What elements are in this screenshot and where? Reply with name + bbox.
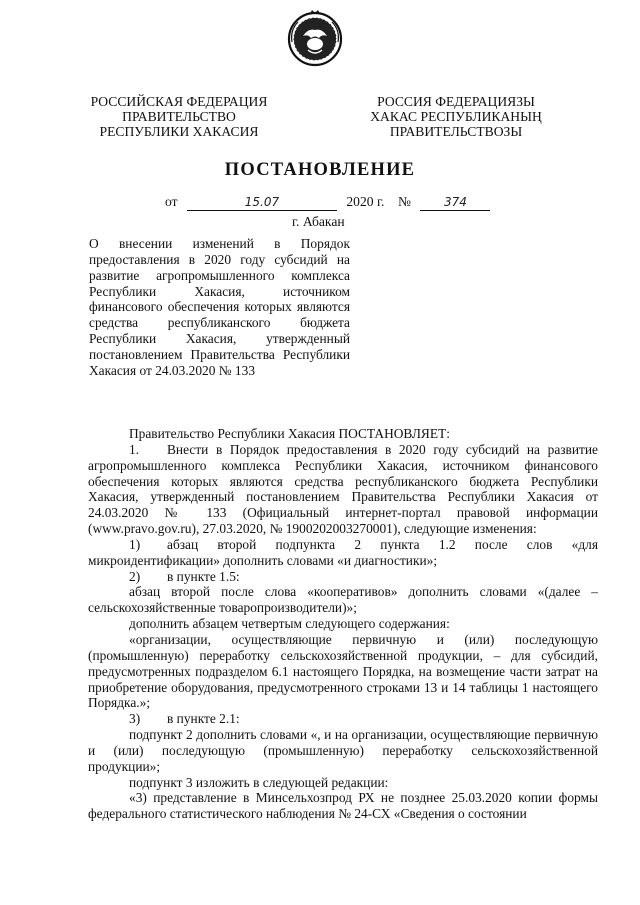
header-left-line: ПРАВИТЕЛЬСТВО <box>122 109 236 124</box>
document-body <box>88 426 598 822</box>
header-right-line: ХАКАС РЕСПУБЛИКАНЫҢ <box>370 109 542 124</box>
number-label: № <box>398 194 411 209</box>
body-paragraph <box>88 711 598 727</box>
date-number-line <box>165 194 490 211</box>
item-number: 3) <box>129 711 141 727</box>
body-paragraph: «3) представление в Минсельхозпрод РХ не позднее 25.03.2020 копии формы федерального статистического наблюдения № 24-СХ «Сведения о состоянии <box>88 790 598 822</box>
item-text: Внести в Порядок предоставления в 2020 году субсидий на развитие агропромышленного комплекса Республики Хакасия, источником финансового обеспечения которых являются средства республиканского бюджета Республики Хакасия, утвержденный постановлением Правительства Республики Хакасия от 24.03.2020 № 133 (Официальный интернет-портал правовой информации (www.pravo.gov.ru), 27.03.2020, № 1900202003270001), следующие изменения: <box>88 441 598 537</box>
header-right-line: РОССИЯ ФЕДЕРАЦИЯЗЫ <box>377 94 535 109</box>
body-paragraph: «организации, осуществляющие первичную и (или) последующую (промышленную) переработку сельскохозяйственной продукции, – для субсидий, предусмотренных подразделом 6.1 настоящего Порядка, на возмещение части затрат на приобретение оборудования, предусмотренного строками 13 и 14 таблицы 1 настоящего Порядка.»; <box>88 631 598 711</box>
body-paragraph: абзац второй после слова «кооперативов» дополнить словами «(далее – сельскохозяйственные товаропроизводители)»; <box>88 584 598 616</box>
date-field: 15.07 <box>187 194 337 211</box>
coat-of-arms-emblem <box>286 8 344 68</box>
item-text: в пункте 2.1: <box>167 711 240 727</box>
body-paragraph: дополнить абзацем четвертым следующего содержания: <box>129 616 450 632</box>
document-title: ПОСТАНОВЛЕНИЕ <box>224 160 416 180</box>
header-left-line: РЕСПУБЛИКИ ХАКАСИЯ <box>99 124 259 139</box>
number-field: 374 <box>420 194 490 211</box>
header-right-block <box>366 94 546 139</box>
item-number: 1. <box>129 441 140 457</box>
item-text: абзац второй подпункта 2 пункта 1.2 после слов «для микроидентификации» дополнить словами «и диагностики»; <box>88 536 598 568</box>
body-paragraph: подпункт 2 дополнить словами «, и на организации, осуществляющие первичную и (или) последующую (промышленную) переработку сельскохозяйственной продукции»; <box>88 727 598 774</box>
year-label: 2020 г. <box>346 194 385 209</box>
subject-heading: О внесении изменений в Порядок предоставления в 2020 году субсидий на развитие агропромышленного комплекса Республики Хакасия, источником финансового обеспечения которых являются средства республиканского бюджета Республики Хакасия, утвержденный постановлением Правительства Республики Хакасия от 24.03.2020 № 133 <box>89 236 350 378</box>
body-paragraph <box>88 442 598 537</box>
body-paragraph <box>88 569 598 585</box>
body-paragraph: подпункт 3 изложить в следующей редакции: <box>129 774 389 790</box>
header-right-line: ПРАВИТЕЛЬСТВОЗЫ <box>389 124 523 139</box>
header-left-block <box>88 94 270 139</box>
item-number: 2) <box>129 568 141 584</box>
from-label: от <box>165 194 178 209</box>
item-text: в пункте 1.5: <box>167 568 240 584</box>
body-paragraph <box>88 537 598 569</box>
header-left-line: РОССИЙСКАЯ ФЕДЕРАЦИЯ <box>90 94 268 109</box>
body-paragraph: Правительство Республики Хакасия ПОСТАНОВЛЯЕТ: <box>129 426 450 441</box>
city-label: г. Абакан <box>292 214 345 229</box>
item-number: 1) <box>129 536 141 552</box>
